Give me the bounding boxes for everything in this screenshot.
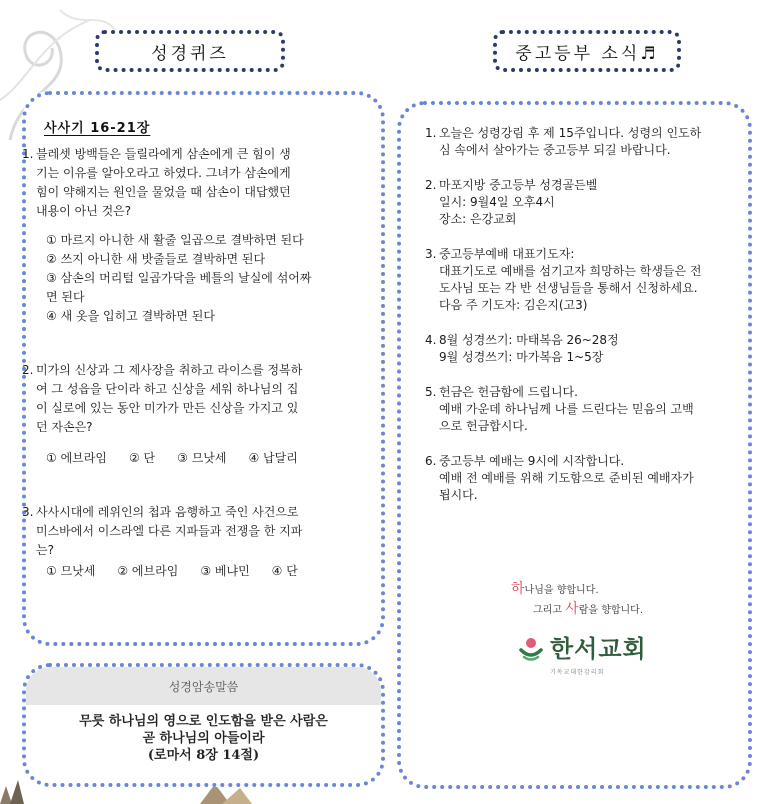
slogan-line-2 (533, 598, 643, 618)
memory-verse-panel (22, 663, 385, 787)
news-number: 5. (425, 385, 437, 399)
quiz-question-3 (22, 503, 364, 581)
slogan-text: 그리고 (533, 605, 566, 616)
question-options (22, 449, 364, 468)
news-text: 마포지방 중고등부 성경골든벨 일시: 9월4일 오후4시 장소: 은강교회 (439, 178, 598, 226)
question-text: 미가의 신상과 그 제사장을 취하고 라이스를 정복하 여 그 성읍을 단이라 하고 신상을 세워 하나님의 집 이 실로에 있는 동안 미가가 만든 신상을 가지고 있 던 자손은? (36, 363, 303, 434)
option: ④ 단 (271, 564, 298, 578)
question-number: 1. (22, 147, 34, 161)
church-denomination: 기독교대한감리회 (550, 669, 605, 676)
news-number: 1. (425, 126, 437, 140)
news-item (425, 453, 745, 504)
option: ③ 므낫세 (177, 451, 227, 465)
news-list (425, 125, 745, 522)
news-item (425, 332, 745, 366)
quiz-question-1 (22, 145, 364, 326)
news-title-box (493, 30, 681, 72)
news-item (425, 246, 745, 314)
quiz-question-2 (22, 361, 364, 468)
question-text: 블레셋 방백들은 들릴라에게 삼손에게 큰 힘이 생 기는 이유를 알아오라고 하였다. 그녀가 삼손에게 힘이 약해지는 원인을 물었을 때 삼손이 대답했던 내용이 아닌 것은? (36, 147, 291, 218)
question-options: ① 마르지 아니한 새 활줄 일곱으로 결박하면 된다 ② 쓰지 아니한 새 밧줄들로 결박하면 된다 ③ 삼손의 머리털 일곱가닥을 베틀의 날실에 섞어짜 면 된다 ④ 새 옷을 입히고 결박하면 된다 (46, 233, 312, 323)
question-number: 2. (22, 363, 34, 377)
memory-verse-header: 성경암송말씀 (26, 667, 381, 705)
slogan-text: 람을 향합니다. (578, 605, 644, 616)
news-title: 중고등부 소식♬ (515, 43, 659, 64)
question-options (22, 562, 364, 581)
church-logo-icon (518, 636, 544, 662)
slogan-accent: 사 (565, 601, 579, 617)
slogan-accent: 하 (511, 581, 525, 597)
option: ④ 납달리 (248, 451, 298, 465)
memory-verse-text: 무릇 하나님의 영으로 인도함을 받은 사람은 곧 하나님의 아들이라 (로마서 8장 14절) (79, 714, 328, 763)
question-number: 3. (22, 505, 34, 519)
option: ② 단 (128, 451, 156, 465)
quiz-heading: 사사기 16-21장 (44, 121, 151, 136)
news-text: 헌금은 헌금함에 드립니다. 예배 가운데 하나님께 나를 드린다는 믿음의 고백 으로 헌금합시다. (439, 385, 694, 433)
church-logo (518, 636, 647, 662)
news-text: 중고등부 예배는 9시에 시작합니다. 예배 전 예배를 위해 기도함으로 준비된 예배자가 됩시다. (439, 454, 694, 502)
question-text: 사사시대에 레위인의 첩과 음행하고 죽인 사건으로 미스바에서 이스라엘 다른 지파들과 전쟁을 한 지파 는? (36, 505, 303, 557)
news-item (425, 177, 745, 228)
news-number: 3. (425, 247, 437, 261)
option: ③ 베냐민 (200, 564, 250, 578)
news-number: 4. (425, 333, 437, 347)
option: ② 에브라임 (117, 564, 179, 578)
news-text: 8월 성경쓰기: 마태복음 26~28정 9월 성경쓰기: 마가복음 1~5장 (439, 333, 619, 364)
news-item (425, 384, 745, 435)
church-name: 한서교회 (550, 635, 647, 663)
slogan-line-1 (511, 578, 599, 598)
quiz-title-box (95, 30, 285, 72)
news-number: 2. (425, 178, 437, 192)
news-text: 중고등부예배 대표기도자: 대표기도로 예배를 섬기고자 희망하는 학생들은 전 도사님 또는 각 반 선생님들을 통해서 신청하세요. 다음 주 기도자: 김은지(고3) (439, 247, 702, 312)
quiz-title: 성경퀴즈 (151, 43, 229, 64)
news-number: 6. (425, 454, 437, 468)
slogan-text: 나님을 향합니다. (524, 585, 599, 596)
option: ① 에브라임 (46, 451, 107, 465)
news-text: 오늘은 성령강림 후 제 15주입니다. 성령의 인도하 심 속에서 살아가는 중고등부 되길 바랍니다. (439, 126, 702, 157)
option: ① 므낫세 (46, 564, 96, 578)
news-item (425, 125, 745, 159)
